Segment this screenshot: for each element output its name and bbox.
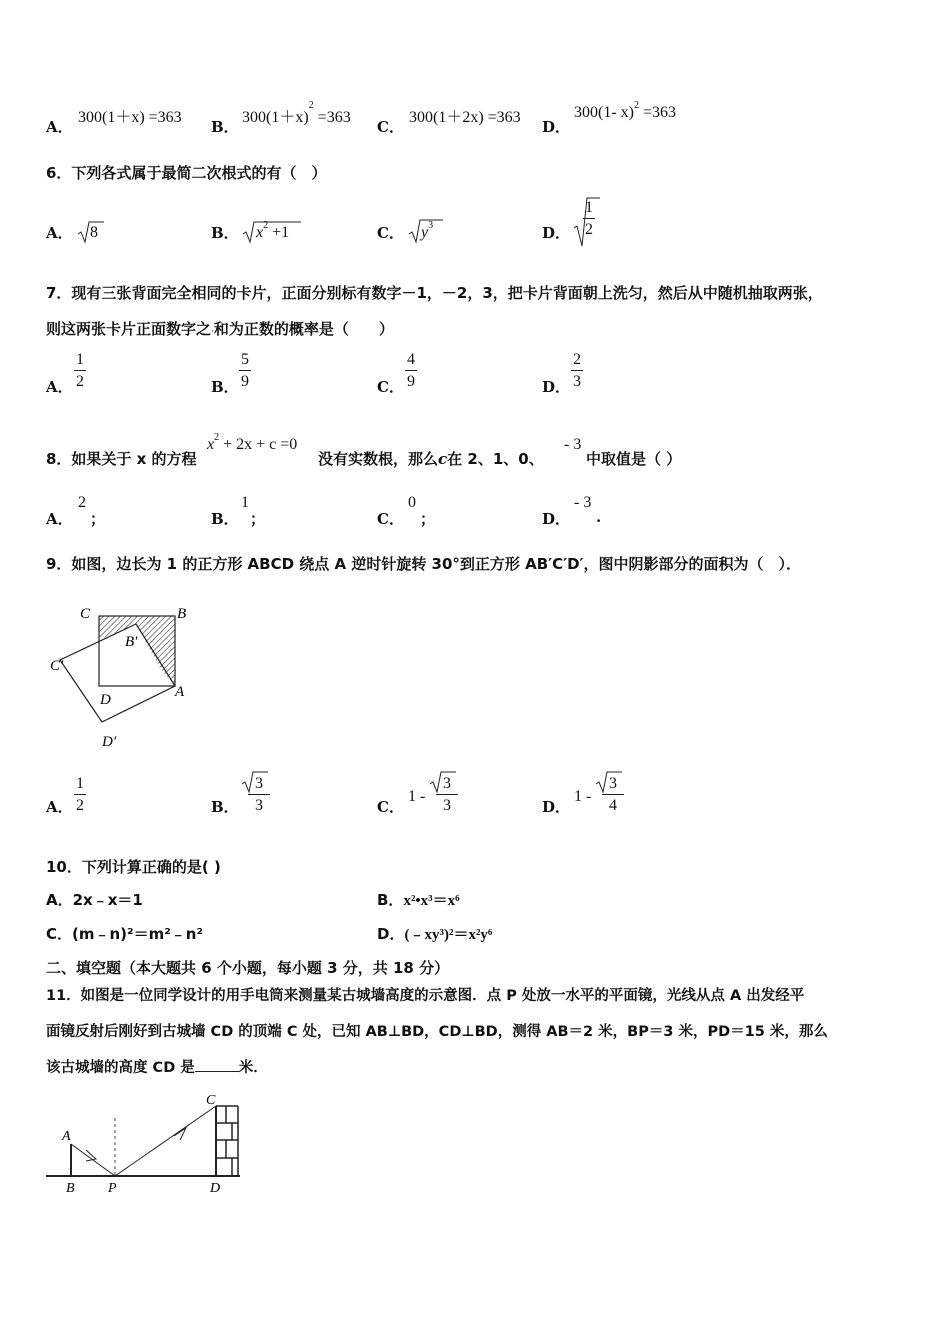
q11-line1: 11．如图是一位同学设计的用手电筒来测量某古城墙高度的示意图．点 P 处放一水平的平面镜，光线从点 A 出发经平 — [46, 988, 805, 1004]
q8-option-a-end: ； — [90, 510, 106, 528]
q6-option-b-label: B． — [211, 224, 239, 242]
q5-option-c-label: C． — [377, 118, 404, 136]
q9-figure — [40, 600, 220, 760]
q5-option-b-expr: $300(1+x)^2 =363$ — [242, 100, 351, 126]
q10-option-b: B．x²•x³＝x⁶ — [377, 891, 460, 909]
q6-stem: 6．下列各式属于最简二次根式的有（ ） — [46, 164, 327, 182]
q9-option-d-fraction: $\frac{3}{4}$ — [602, 774, 624, 817]
q8-option-d-value: - 3 — [574, 494, 592, 511]
q10-option-d: D．(﹣xy³)²＝x²y⁶ — [377, 925, 493, 943]
q5-option-b-label: B． — [211, 118, 239, 136]
q11-answer-blank[interactable] — [195, 1057, 239, 1072]
q5-option-a-label: A． — [46, 118, 73, 136]
q11-wall-bricks — [216, 1106, 238, 1176]
q10-option-a: A．2x﹣x＝1 — [46, 891, 143, 909]
q7-stem-line1: 7．现有三张背面完全相同的卡片，正面分别标有数字－1，－2，3，把卡片背面朝上洗匀，然后从中随机抽取两张， — [46, 284, 823, 302]
q5-option-d-label: D． — [542, 118, 571, 136]
q8-neg3: - 3 — [564, 436, 582, 453]
q9-option-d-prefix: 1 - — [574, 788, 592, 805]
q9-label-d: D — [100, 692, 111, 708]
q7-option-c-fraction: $\frac{4}{9}$ — [407, 351, 415, 390]
q8-equation: $x^2 + 2x + c =0$ — [207, 432, 298, 453]
q7-option-c-label: C． — [377, 378, 404, 396]
q10-option-c: C．(m﹣n)²＝m²﹣n² — [46, 925, 204, 943]
q11-line2: 面镜反射后刚好到古城墙 CD 的顶端 C 处，已知 AB⊥BD，CD⊥BD，测得 AB＝2 米，BP＝3 米，PD＝15 米，那么 — [46, 1024, 828, 1040]
q6-option-d-fraction: $\frac{1}{2}$ — [585, 199, 593, 238]
q9-label-a: A — [175, 684, 185, 700]
q7-option-d-label: D． — [542, 378, 571, 396]
q9-label-bprime: B′ — [125, 634, 138, 650]
q9-option-c-prefix: 1 - — [408, 788, 426, 805]
q7-option-a-label: A． — [46, 378, 73, 396]
q5-option-c-expr: 300(1＋2x) =363 — [409, 109, 521, 126]
q11-label-d: D — [210, 1181, 221, 1196]
q9-stem: 9．如图，边长为 1 的正方形 ABCD 绕点 A 逆时针旋转 30°到正方形 AB′C′D′，图中阴影部分的面积为（ ）． — [46, 555, 802, 573]
q7-option-b-fraction: $\frac{5}{9}$ — [241, 351, 249, 390]
q7-option-b-label: B． — [211, 378, 239, 396]
q8-option-c-label: C． — [377, 510, 404, 528]
q8-stem-d: 中取值是（ ） — [586, 450, 682, 468]
q6-option-a-label: A． — [46, 224, 73, 242]
q8-option-b-label: B． — [211, 510, 239, 528]
q9-option-b-label: B． — [211, 798, 239, 816]
q11-line3: 该古城墙的高度 CD 是 米． — [46, 1056, 268, 1077]
q5-option-d-expr: 300(1- x)$^2$ =363 — [574, 100, 677, 121]
q6-option-c-radicand: $y^3$ — [421, 220, 434, 241]
q7-stem-line2: 则这两张卡片正面数字之·和为正数的概率是（ ） — [46, 320, 394, 338]
q9-label-dprime: D′ — [102, 734, 117, 750]
q11-figure — [40, 1088, 260, 1200]
q9-option-b-fraction: $\frac{3}{3}$ — [248, 774, 270, 817]
q11-ray-pc — [115, 1106, 216, 1176]
q6-option-c-label: C． — [377, 224, 404, 242]
q8-option-d-label: D． — [542, 510, 571, 528]
q11-label-c: C — [206, 1093, 216, 1108]
q8-stem-b: 没有实数根，那么c在 2、1、0、 — [318, 450, 544, 468]
q8-option-b-end: ； — [250, 510, 266, 528]
q9-option-c-label: C． — [377, 798, 404, 816]
q8-option-c-end: ； — [420, 510, 436, 528]
q10-stem: 10．下列计算正确的是( ) — [46, 858, 221, 876]
q9-label-b: B — [177, 606, 187, 622]
q8-option-a-value: 2 — [78, 494, 86, 511]
q6-option-b-radicand: $x^2 +1$ — [256, 220, 290, 241]
q7-option-a-fraction: $\frac{1}{2}$ — [76, 351, 84, 390]
q9-option-a-fraction: $\frac{1}{2}$ — [76, 775, 84, 814]
q6-option-d-label: D． — [542, 224, 571, 242]
q5-option-a-expr: 300(1＋x) =363 — [78, 109, 182, 126]
q9-option-a-label: A． — [46, 798, 73, 816]
q8-option-d-end: . — [596, 508, 602, 526]
q8-stem-a: 8．如果关于 x 的方程 — [46, 450, 197, 468]
q11-label-a: A — [62, 1129, 71, 1144]
q6-option-a-radicand: 8 — [90, 224, 98, 241]
q7-option-d-fraction: $\frac{2}{3}$ — [573, 351, 581, 390]
q11-label-b: B — [66, 1181, 75, 1196]
q11-label-p: P — [108, 1181, 117, 1196]
q8-option-a-label: A． — [46, 510, 73, 528]
q9-label-cprime: C′ — [50, 658, 64, 674]
q9-option-d-label: D． — [542, 798, 571, 816]
q9-label-c: C — [80, 606, 91, 622]
q8-option-c-value: 0 — [408, 494, 416, 511]
q8-option-b-value: 1 — [241, 494, 249, 511]
q9-option-c-fraction: $\frac{3}{3}$ — [436, 774, 458, 817]
section2-title: 二、填空题（本大题共 6 个小题，每小题 3 分，共 18 分） — [46, 959, 450, 977]
